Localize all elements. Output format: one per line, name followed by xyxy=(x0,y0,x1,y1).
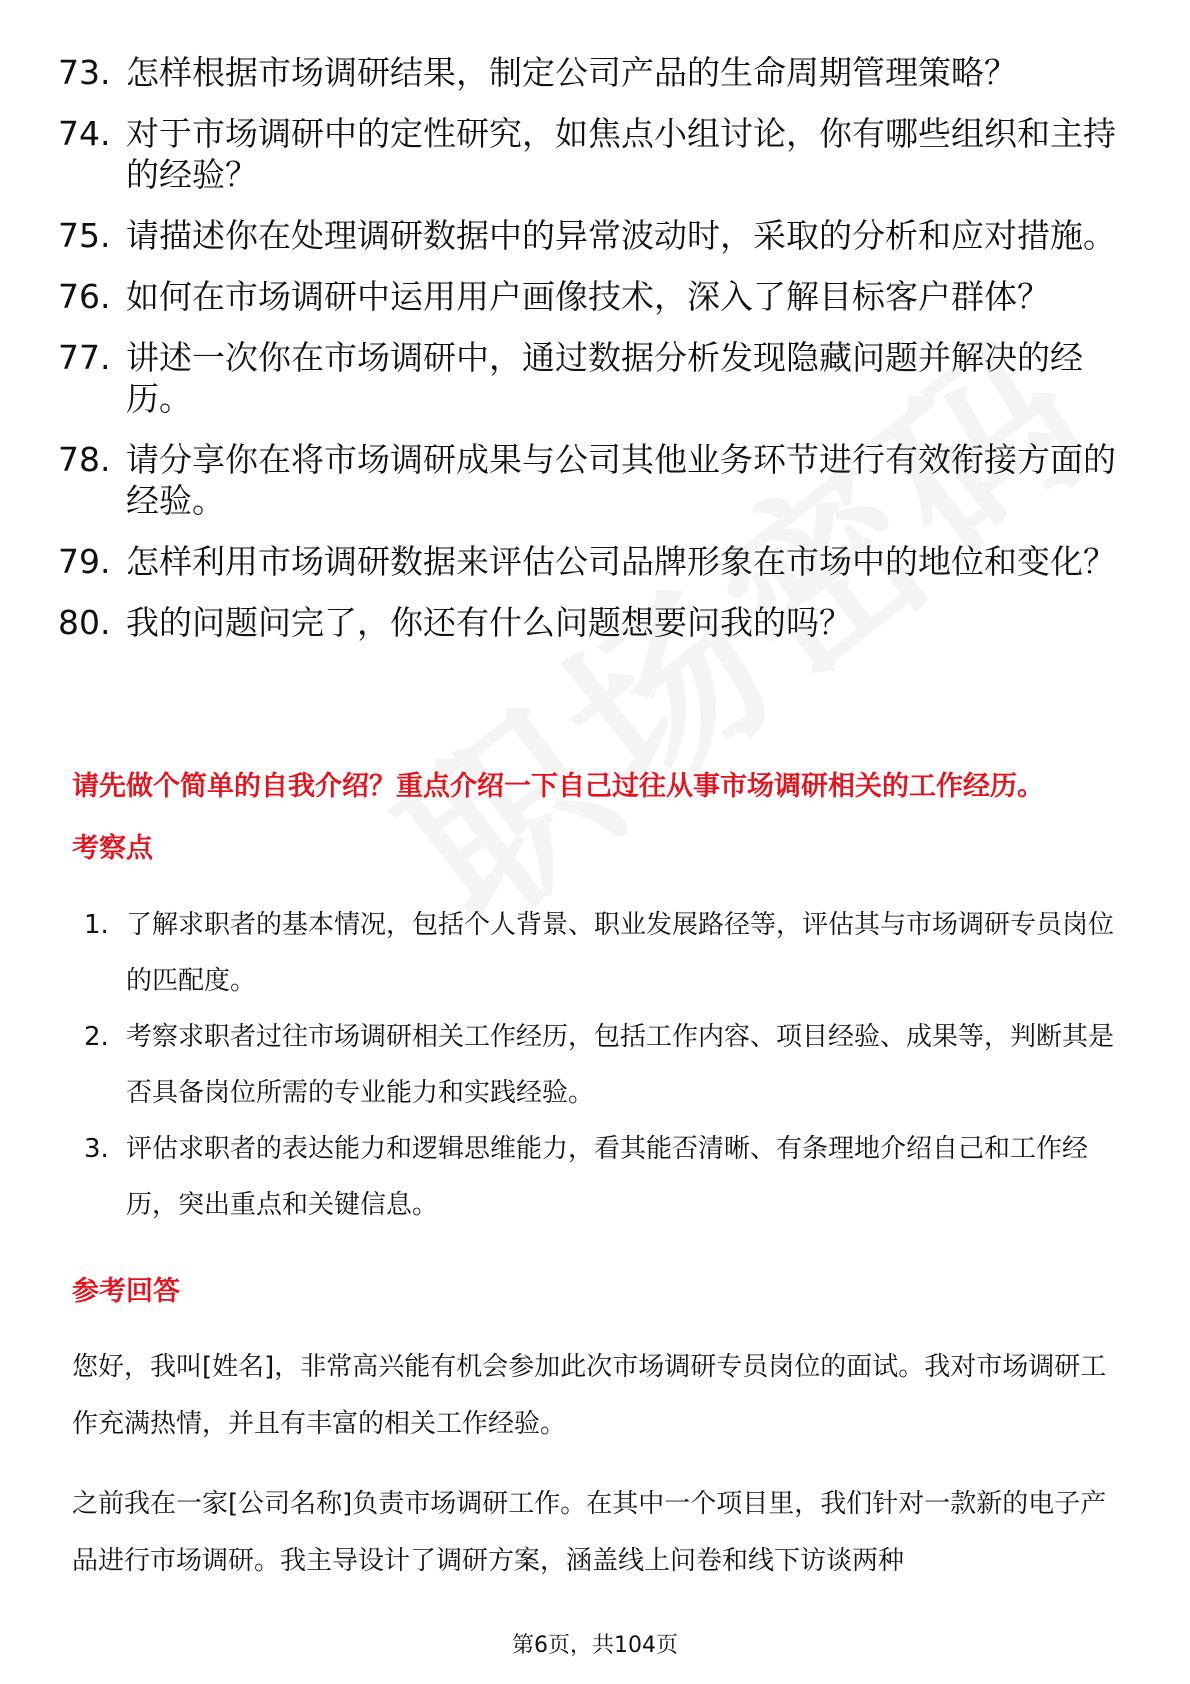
question-number: 75. xyxy=(58,216,111,255)
question-item xyxy=(58,276,1138,317)
answer-paragraph: 您好，我叫[姓名]，非常高兴能有机会参加此次市场调研专员岗位的面试。我对市场调研工作充满热情，并且有丰富的相关工作经验。 xyxy=(72,1352,1107,1439)
question-item xyxy=(58,439,1138,521)
answer-paragraph: 之前我在一家[公司名称]负责市场调研工作。在其中一个项目里，我们针对一款新的电子产品进行市场调研。我主导设计了调研方案，涵盖线上问卷和线下访谈两种 xyxy=(72,1489,1107,1576)
question-number: 78. xyxy=(58,440,111,479)
question-item xyxy=(58,215,1138,256)
point-text: 评估求职者的表达能力和逻辑思维能力，看其能否清晰、有条理地介绍自己和工作经历，突出重点和关键信息。 xyxy=(126,1134,1089,1220)
point-number: 3. xyxy=(84,1134,109,1164)
question-text: 怎样利用市场调研数据来评估公司品牌形象在市场中的地位和变化？ xyxy=(126,542,1116,581)
section-heading: 请先做个简单的自我介绍？重点介绍一下自己过往从事市场调研相关的工作经历。 xyxy=(72,771,1044,802)
question-number: 80. xyxy=(58,603,111,642)
question-item xyxy=(58,602,1138,643)
question-text: 请描述你在处理调研数据中的异常波动时，采取的分析和应对措施。 xyxy=(126,216,1116,255)
question-text: 怎样根据市场调研结果，制定公司产品的生命周期管理策略？ xyxy=(126,53,1017,92)
page-footer: 第6页，共104页 xyxy=(512,1633,678,1658)
question-item xyxy=(58,113,1138,195)
list-item xyxy=(84,1009,1134,1121)
question-list xyxy=(58,52,1138,663)
question-text: 请分享你在将市场调研成果与公司其他业务环节进行有效衔接方面的经验。 xyxy=(126,440,1116,520)
point-text: 了解求职者的基本情况，包括个人背景、职业发展路径等，评估其与市场调研专员岗位的匹配度。 xyxy=(126,910,1115,996)
question-text: 我的问题问完了，你还有什么问题想要问我的吗？ xyxy=(126,603,852,642)
question-number: 76. xyxy=(58,277,111,316)
question-number: 74. xyxy=(58,114,111,153)
point-number: 2. xyxy=(84,1022,109,1052)
assessment-points-label: 考察点 xyxy=(72,833,153,864)
question-number: 79. xyxy=(58,542,111,581)
question-item xyxy=(58,52,1138,93)
assessment-points-list xyxy=(84,897,1134,1233)
question-text: 如何在市场调研中运用用户画像技术，深入了解目标客户群体？ xyxy=(126,277,1050,316)
question-number: 73. xyxy=(58,53,111,92)
question-number: 77. xyxy=(58,338,111,377)
list-item xyxy=(84,1121,1134,1233)
question-item xyxy=(58,541,1138,582)
question-text: 讲述一次你在市场调研中，通过数据分析发现隐藏问题并解决的经历。 xyxy=(126,338,1083,418)
list-item xyxy=(84,897,1134,1009)
question-text: 对于市场调研中的定性研究，如焦点小组讨论，你有哪些组织和主持的经验？ xyxy=(126,114,1116,194)
question-item xyxy=(58,337,1138,419)
point-number: 1. xyxy=(84,910,109,940)
point-text: 考察求职者过往市场调研相关工作经历，包括工作内容、项目经验、成果等，判断其是否具备岗位所需的专业能力和实践经验。 xyxy=(126,1022,1115,1108)
reference-answer-label: 参考回答 xyxy=(72,1276,180,1307)
